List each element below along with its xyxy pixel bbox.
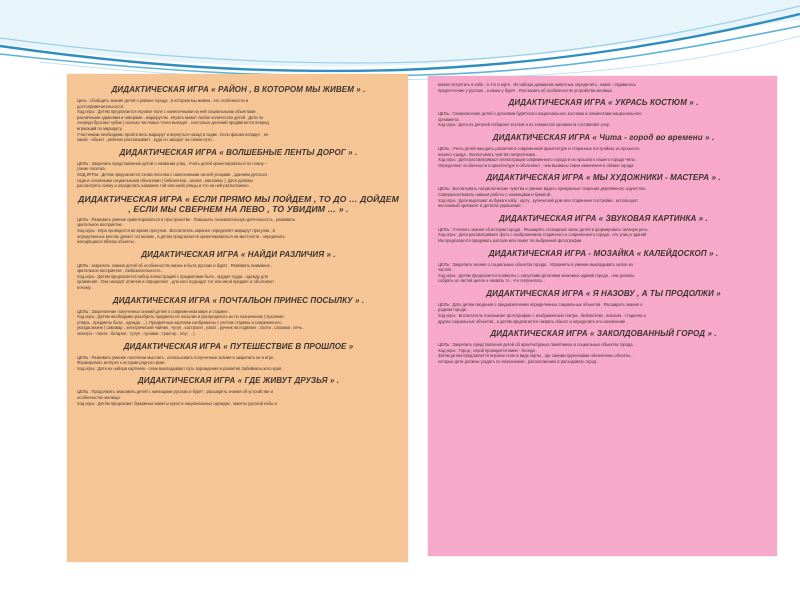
section-text-line: уклада жизни ( самовар , электрический чайник , чугун , кастрюля , ухват , ручник на подвязке ; лапти , сапожки ; печь , bbox=[77, 325, 305, 331]
section-text-line: ЦЕЛЬ : Закрепить представления детей об архитектурных памятниках и социальных объектах города . bbox=[438, 342, 635, 348]
section-title: ДИДАКТИЧЕСКАЯ ИГРА « Я НАЗОВУ , А ТЫ ПРОДОЛЖИ » bbox=[486, 288, 721, 298]
section-text-line: Ход игры : Дети рассматривают фото с изображением старинного и современного города , его улиц и зданий . bbox=[438, 232, 649, 238]
section-title: ДИДАКТИЧЕСКАЯ ИГРА - МОЗАЙКА « КАЛЕЙДОСКОП » . bbox=[488, 248, 719, 258]
section-title: ДИДАКТИЧЕСКАЯ ИГРА « ГДЕ ЖИВУТ ДРУЗЬЯ » . bbox=[137, 376, 340, 386]
section-text-line: ЦЕЛЬ : Продолжать знакомить детей с жилищами русских и бурят ; расширять знания об устройстве и bbox=[77, 389, 273, 395]
section-text-line: которые дети должны угадать по назначению , расположению в расходовать город . bbox=[438, 359, 599, 365]
section-text-line: Им предлагается придумать рассказ или сюжет по выбранной фотографии . bbox=[438, 237, 584, 243]
section-text-line: особенностях жилища . bbox=[77, 395, 122, 400]
section-title: ДИДАКТИЧЕСКАЯ ИГРА « ВОЛШЕБНЫЕ ЛЕНТЫ ДОРОГ » . bbox=[119, 147, 358, 157]
section-text-line: Совершенствовать навыки работы с ножницами и бумагой . bbox=[438, 191, 553, 197]
section-text-line: ЦЕЛЬ : Дать детям сведения о предназначении определенных социальных объектов . Расширить знания о bbox=[438, 301, 643, 307]
section-text-line: зрительное восприятие , любознательность . bbox=[77, 268, 163, 274]
intro-text-line: предпочтение у русских , а каких у бурят . Рассказать об особенностях устройства жилища . bbox=[438, 87, 614, 93]
section-title: ДИДАКТИЧЕСКАЯ ИГРА « УКРАСЬ КОСТЮМ » . bbox=[508, 98, 699, 108]
section-text-line: ЦЕЛЬ : Уточнить знания об истории города . Расширять словарный запас детей и формировать связную речь . bbox=[438, 226, 650, 232]
section-text-line: Ход игры : Детям предлагают бумажные макеты кукол в национальных одеждах , макеты русской избы и bbox=[77, 400, 277, 406]
section-text-line: Участникам необходимо пройти весь маршрут и вернуться назад в садик . Если фишка попадет , не bbox=[77, 131, 269, 137]
section-text-line: находящиеся вблизи объекты . bbox=[77, 239, 137, 245]
section-text-line: ХОД ИГРЫ : Детям предлагается схема поселка с нанесенными на ней улицами , зданием детского bbox=[77, 171, 268, 177]
section-text-line: Ход игры : Воспитатель показывает фотографию с изображением театра , библиотеки , вокзала , стадиона и bbox=[438, 313, 646, 319]
section-text-line: зрительное восприятие . bbox=[77, 222, 125, 228]
section-title: ДИДАКТИЧЕСКАЯ ИГРА « ПОЧТАЛЬОН ПРИНЕС ПОСЫЛКУ » . bbox=[112, 295, 365, 305]
section-text-line: ЦЕЛЬ : Закрепить представления детей о названии улиц . Учить детей ориентироваться по плану – bbox=[77, 160, 268, 166]
section-text-line: Ход игры : Игра проводится во время прогулки . Воспитатель заранее определяет маршрут прогулки , в bbox=[77, 227, 275, 233]
section-text-line: схеме поселка . bbox=[77, 166, 108, 172]
section-text-line: частей . bbox=[438, 267, 454, 273]
section-text-line: очереди бросают кубик ( сколько числовых точек выпадет , настолько делений продвигается вперед bbox=[77, 120, 269, 126]
section-text-line: почему . bbox=[77, 285, 93, 291]
section-text-line: Цель : обобщить знания детей о районе города , в котором мы живем , его особенности и bbox=[77, 98, 249, 103]
section-text-line: Ход игры : Дети вырезают из бумаги избу , юрту , купеческий дом или старинные постройки , используют bbox=[438, 197, 639, 203]
section-text-line: ЦЕЛЬ : Закрепить знания о социальных объектах города . Упражнять в умении выкладывать целое из bbox=[438, 261, 633, 267]
section-text-line: других социальных объектов , а детям предлагается назвать объект и определить его назначение . bbox=[438, 318, 628, 324]
right-document-page bbox=[428, 76, 777, 556]
section-text-line: ЦЕЛЬ : Развивать умение ориентироваться в пространстве . Повышать познавательную деятельность , развивать bbox=[77, 216, 296, 222]
section-text-line: Ход игры : Дети из деталей собирают костюм и из элементов орнамента составляют узор . bbox=[438, 122, 612, 128]
section-title: ДИДАКТИЧЕСКАЯ ИГРА « РАЙОН , В КОТОРОМ МЫ ЖИВЕМ » . bbox=[111, 85, 366, 94]
section-title: ДИДАКТИЧЕСКАЯ ИГРА « МЫ ХУДОЖНИКИ - МАСТЕРА » . bbox=[486, 173, 721, 183]
section-title: ДИДАКТИЧЕСКАЯ ИГРА « НАЙДИ РАЗЛИЧИЯ » . bbox=[141, 249, 336, 259]
section-text-line: орнамента . bbox=[438, 116, 461, 122]
section-text-line: ЦЕЛЬ : Учить детей находить различия в современной архитектуре и старинных постройках из прошлого bbox=[438, 145, 640, 151]
wave-band-light bbox=[0, 0, 800, 67]
section-text-line: Затем детям предлагается игровое поле в виде карты , где синими кружочками обозначены объекты , bbox=[438, 353, 633, 359]
section-text-line: несложный орнамент в деталях украшения . bbox=[438, 203, 523, 209]
section-text-line: ЦЕЛЬ : закрепить знания детей об особенностях жизни и быта русских и бурят . Развивать внимание , bbox=[77, 262, 273, 268]
section-text-line: играющий по маршруту . bbox=[77, 125, 125, 131]
section-text-line: ЦЕЛЬ : Закрепление полученных знаний детей о современном мире и старине . bbox=[77, 308, 230, 314]
section-text-line: ЦЕЛЬ : Воспитывать патриотические чувства и умение видеть прекрасные творения деревянного зодчества . bbox=[438, 186, 648, 192]
section-text-line: родном городе . bbox=[438, 307, 469, 313]
section-text-line: ЦЕЛЬ : Развивать умение логически мыслить , использовать полученные знания и закрепить их в игре . bbox=[77, 354, 276, 360]
section-text-line: сравнения . Они находят отличия и определяют , для кого подходит тот или иной предмет и объясняют bbox=[77, 279, 275, 285]
section-title: ДИДАКТИЧЕСКАЯ ИГРА « ПУТЕШЕСТВИЕ В ПРОШЛОЕ » bbox=[123, 341, 354, 351]
section-text-line: нашего города . Воспитывать чувство патриотизма . bbox=[438, 151, 538, 157]
section-text-line: Ход игры : Город ; игрой проводится мини - беседа . bbox=[438, 347, 538, 353]
left-document-page bbox=[67, 74, 408, 562]
section-title: ДИДАКТИЧЕСКАЯ ИГРА « ЗАКОЛДОВАННЫЙ ГОРОД » . bbox=[490, 329, 717, 339]
section-text-line: различными зданиями и скверами , маршрутом . Играть может любое количество детей . Дети по bbox=[77, 114, 264, 120]
section-title: ДИДАКТИЧЕСКАЯ ИГРА « ЕСЛИ ПРЯМО МЫ ПОЙДЕМ , ТО ДО … ДОЙДЕМ , ЕСЛИ МЫ СВЕРНЕМ НА ЛЕВО , ТО УВИДИМ … » . bbox=[78, 193, 399, 214]
section-text-line: Формировать интерес к истории родного края . bbox=[77, 360, 167, 366]
section-title: ДИДАКТИЧЕСКАЯ ИГРА « ЗВУКОВАЯ КАРТИНКА » . bbox=[499, 213, 708, 223]
section-text-line: электро – плита . батарея ; тулуп , пуховик ; трактор , плуг …) bbox=[77, 331, 195, 337]
section-text-line: Ход игры : Детям необходимо разобрать предметы из посылки и распределить их по назначению ( кухонная bbox=[77, 314, 284, 320]
section-text-line: определенных местах делает остановки , а детям предлагается ориентироваться на местности , определить bbox=[77, 233, 285, 239]
section-title: ДИДАКТИЧЕСКАЯ ИГРА « Чита - город во времени » . bbox=[492, 132, 715, 142]
section-text-line: Ход игры : Детям предлагается игровое поле с нанесенными на ней социальными объектами , bbox=[77, 109, 258, 115]
section-text-line: Ход игры : Дети рассматривают иллюстрации современного города и из прошлого нашего города Читы . bbox=[438, 157, 638, 163]
section-text-line: достопримечательности . bbox=[77, 103, 126, 109]
section-text-line: сада и основными социальными объектами ( библиотека , школа , магазины ). Дети должны bbox=[77, 177, 253, 183]
section-text-line: Определяют особенности в архитектуре и объясняют , чем вызваны такие изменения в облике города . bbox=[438, 162, 636, 168]
section-text-line: ЦЕЛЬ : Ознакомление детей с деталями бурятского национального костюма и элементами национального bbox=[438, 111, 642, 117]
section-text-line: собрать из частей целое и назвать то , что получилось . bbox=[438, 278, 545, 284]
section-text-line: Ход игры : Детям предлагается набор иллюстраций с предметами быта , орудия труда , одежду для bbox=[77, 273, 268, 279]
section-text-line: Ход игры : Дети из набора картинок - схем выкладывают путь зарождения и развития Забайкальского края . bbox=[77, 365, 284, 371]
section-text-line: утварь , предметы быта , одежда …). Предметные картинки изображены с учетом старины и современного bbox=[77, 319, 282, 325]
intro-text-line: можно встретить в избе , а что в юрте . Из набора домашних животных определить , каких - отдавалось bbox=[438, 82, 637, 87]
section-text-line: рассмотреть схему и определить название той или иной улицы и что на ней расположено . bbox=[77, 183, 251, 189]
section-text-line: Ход игры : Детям предлагается конверты с силуэтами деталями знакомых зданий города , они должны bbox=[438, 272, 635, 278]
section-text-line: какой - объект , ребенок рассказывает , куда он заходит на своем пути . bbox=[77, 137, 214, 143]
